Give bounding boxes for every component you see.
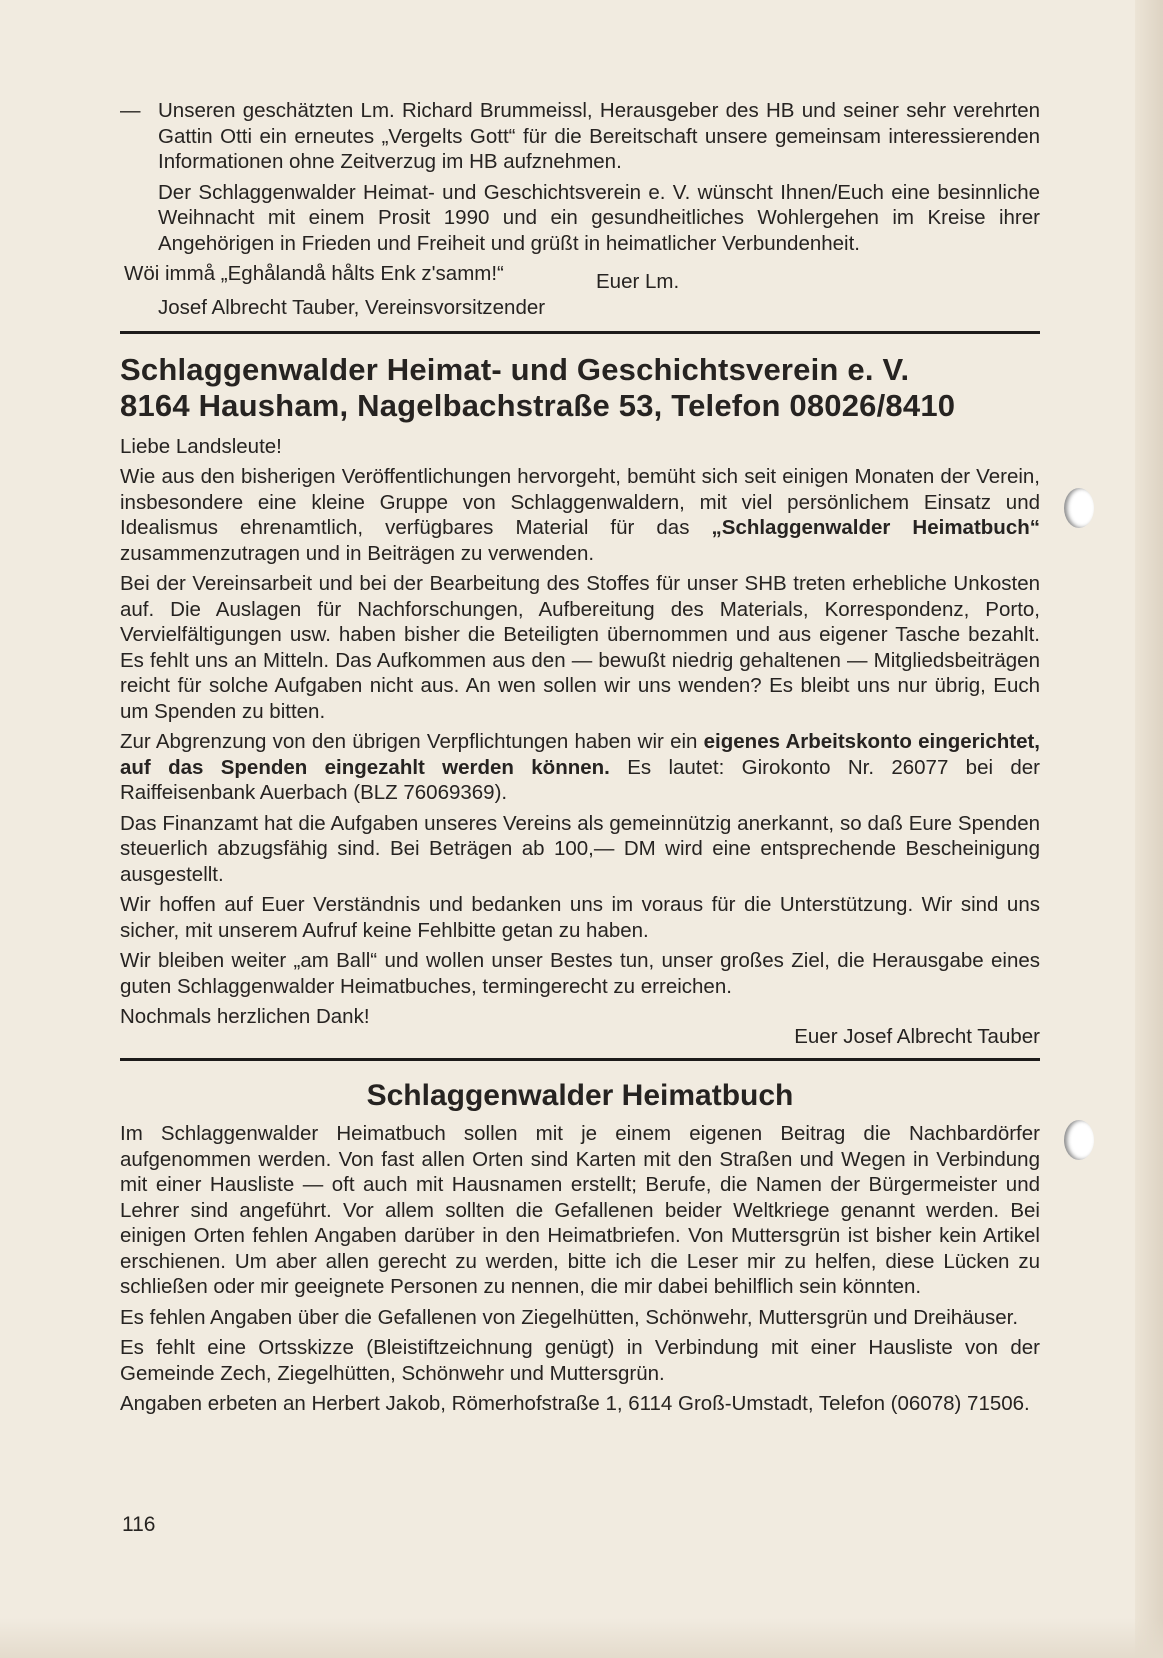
greeting-row (120, 261, 1040, 293)
verein-paragraph-2: Bei der Vereinsarbeit und bei der Bearbeitung des Stoffes für unser SHB treten erhebliche Unkosten auf. Die Auslagen für Nachforschungen, Aufbereitung des Materials, Korrespondenz, Porto, Vervielfältigungen usw. haben bisher die Beteiligten übernommen und aus eigener Tasche bezahlt. Es fehlt uns an Mitteln. Das Aufkommen aus den — bewußt niedrig gehaltenen — Mitgliedsbeiträgen reicht für solche Aufgaben nicht aus. An wen sollen wir uns wenden? Es bleibt uns nur übrig, Euch um Spenden zu bitten. (120, 572, 1040, 723)
verein-p1-text-a: Wie aus den bisherigen Veröffentlichungen hervorgeht, bemüht sich seit einigen Monaten der Verein, insbesondere eine kleine Gruppe von Schlaggenwaldern, mit viel persönlichem Einsatz und Idealismus ehrenamtlich, verfügbares Material für das (120, 465, 1040, 539)
verein-paragraph-6: Wir bleiben weiter „am Ball“ und wollen unser Bestes tun, unser großes Ziel, die Herausgabe eines guten Schlaggenwalder Heimatbuches, termingerecht zu erreichen. (120, 949, 1040, 998)
verein-address: 8164 Hausham, Nagelbachstraße 53, Telefon 08026/8410 (120, 387, 956, 423)
verein-paragraph-4: Das Finanzamt hat die Aufgaben unseres Vereins als gemeinnützig anerkannt, so daß Eure Spenden steuerlich abzugsfähig sind. Bei Beträgen ab 100,— DM wird eine entsprechende Bescheinigung ausgestellt. (120, 811, 1040, 886)
verein-p3-text-b: Es lautet: Girokonto Nr. 26077 bei der Raiffeisenbank Auerbach (BLZ 76069369). (120, 755, 1040, 804)
intro-signature: Josef Albrecht Tauber, Vereinsvorsitzender (158, 296, 546, 319)
verein-heading (120, 352, 1040, 424)
heimatbuch-section (120, 1079, 1040, 1417)
heimatbuch-paragraph-4: Angaben erbeten an Herbert Jakob, Römerhofstraße 1, 6114 Groß-Umstadt, Telefon (06078) 71506. (120, 1392, 1030, 1415)
heimatbuch-paragraph-3: Es fehlt eine Ortsskizze (Bleistiftzeichnung genügt) in Verbindung mit einer Hausliste von der Gemeinde Zech, Ziegelhütten, Schönwehr und Muttersgrün. (120, 1336, 1040, 1385)
page-number: 116 (122, 1513, 156, 1536)
dash: — (120, 99, 141, 122)
section-divider-1 (120, 331, 1040, 334)
page-bottom-shadow (0, 1618, 1163, 1658)
page-content (120, 98, 1040, 1422)
heimatbuch-name-bold: „Schlaggenwalder Heimatbuch“ (711, 516, 1040, 539)
wishes-paragraph: Der Schlaggenwalder Heimat- und Geschichtsverein e. V. wünscht Ihnen/Euch eine besinnliche Weihnacht mit einem Prosit 1990 und ein gesundheitliches Wohlergehen im Kreise ihrer Angehörigen in Frieden und Freiheit und grüßt in heimatlicher Verbundenheit. (158, 180, 1040, 255)
verein-paragraph-1 (120, 464, 1040, 566)
salutation: Liebe Landsleute! (120, 434, 282, 458)
verein-title: Schlaggenwalder Heimat- und Geschichtsverein e. V. (120, 351, 910, 387)
punch-hole-lower (1064, 1120, 1094, 1160)
heimatbuch-heading: Schlaggenwalder Heimatbuch (366, 1079, 794, 1112)
verein-signature: Euer Josef Albrecht Tauber (794, 1025, 1040, 1048)
dialect-greeting: Wöi immå „Eghålandå hålts Enk z'samm!“ (124, 262, 504, 285)
verein-p1-text-b: zusammenzutragen und in Beiträgen zu verwenden. (120, 541, 595, 565)
closing-thanks: Nochmals herzlichen Dank! (120, 1005, 370, 1028)
section-divider-2 (120, 1058, 1040, 1061)
verein-paragraph-3 (120, 729, 1040, 806)
euer-lm-label: Euer Lm. (596, 270, 680, 293)
heimatbuch-paragraph-2: Es fehlen Angaben über die Gefallenen von Ziegelhütten, Schönwehr, Muttersgrün und Dreihäuser. (120, 1305, 1019, 1329)
closing-row (120, 1004, 1040, 1052)
verein-section (120, 352, 1040, 1053)
intro-section (120, 98, 1040, 321)
verein-p3-text-a: Zur Abgrenzung von den übrigen Verpflichtungen haben wir ein (120, 730, 704, 753)
arbeitskonto-bold: eigenes Arbeitskonto eingerichtet, auf das Spenden eingezahlt werden können. (120, 730, 1040, 779)
punch-hole-upper (1064, 488, 1094, 528)
verein-paragraph-5: Wir hoffen auf Euer Verständnis und bedanken uns im voraus für die Unterstützung. Wir sind uns sicher, mit unserem Aufruf keine Fehlbitte getan zu haben. (120, 893, 1040, 942)
heimatbuch-paragraph-1: Im Schlaggenwalder Heimatbuch sollen mit je einem eigenen Beitrag die Nachbardörfer aufgenommen werden. Von fast allen Orten sind Karten mit den Straßen und Wegen in Verbindung mit einer Hausliste — oft auch mit Hausnamen erstellt; Berufe, die Namen der Bürgermeister und Lehrer sind angeführt. Vor allem sollten die Gefallenen beider Weltkriege genannt werden. Bei einigen Orten fehlen Angaben darüber in den Heimatbriefen. Von Muttersgrün ist bisher kein Artikel erschienen. Um aber allen gerecht zu werden, bitte ich die Leser mir zu helfen, diese Lücken zu schließen oder mir geeignete Personen zu nennen, die mir dabei behilflich sein könnten. (120, 1122, 1040, 1298)
thanks-text: Unseren geschätzten Lm. Richard Brummeissl, Herausgeber des HB und seiner sehr verehrten Gattin Otti ein erneutes „Vergelts Gott“ für die Bereitschaft unsere gemeinsam interessierenden Informationen ohne Zeitverzug im HB aufznehmen. (158, 99, 1040, 173)
thanks-paragraph (120, 98, 1040, 175)
page-edge-shadow (1135, 0, 1163, 1658)
